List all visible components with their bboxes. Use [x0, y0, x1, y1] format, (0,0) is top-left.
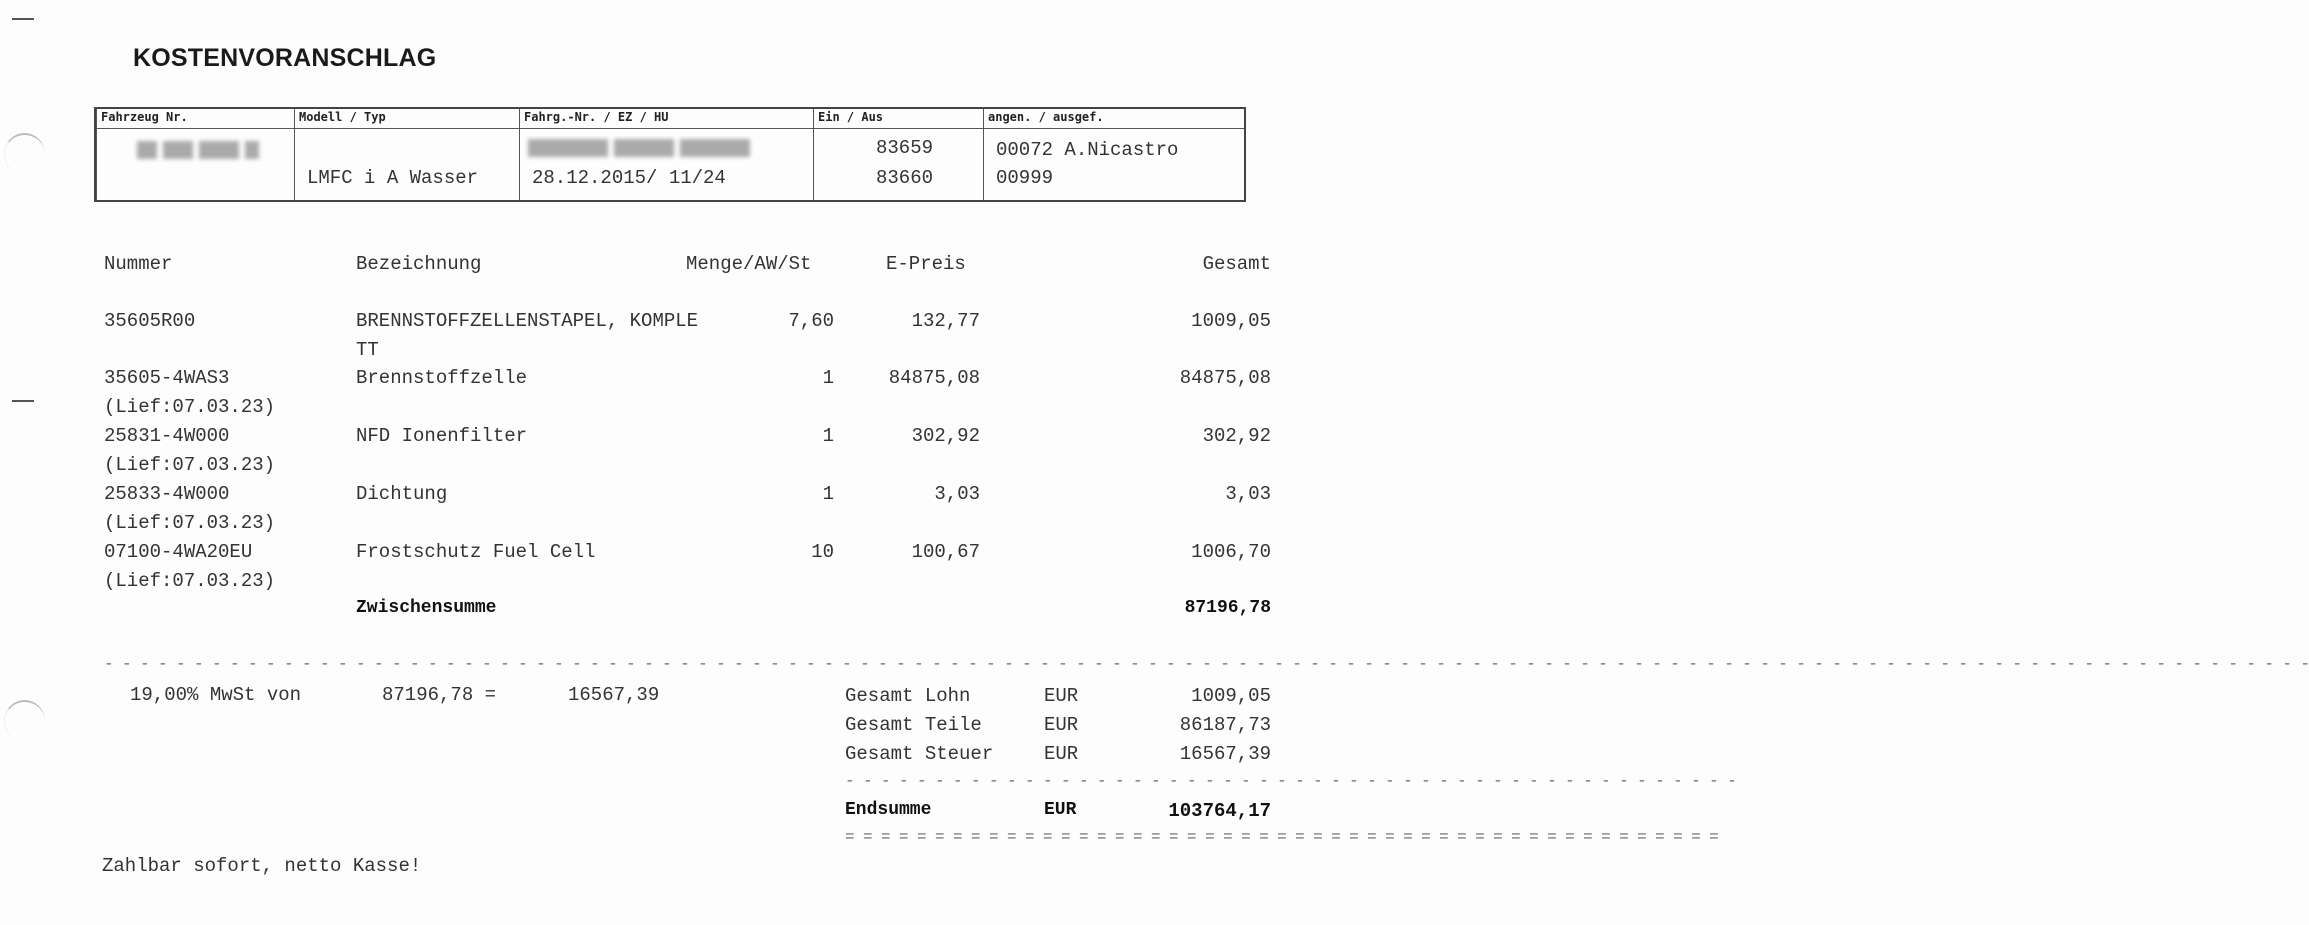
- redacted-fahrzeug-nr: [137, 141, 265, 164]
- col-header-epreis: E-Preis: [886, 253, 966, 275]
- item-bezeichnung: Dichtung: [356, 483, 448, 505]
- total-value: 86187,73: [1179, 714, 1271, 736]
- item-menge: 7,60: [788, 310, 834, 332]
- item-gesamt: 302,92: [1202, 425, 1271, 447]
- vat-amount: 16567,39: [568, 684, 660, 706]
- total-currency: EUR: [1044, 714, 1079, 736]
- punch-hole: [4, 133, 45, 175]
- label-modell-typ: Modell / Typ: [299, 110, 386, 124]
- punch-mark: [12, 18, 34, 20]
- totals-separator: - - - - - - - - - - - - - - - - - - - - - - - - - - - - - - - - - - - - - - - - - - - - - - - - - -: [845, 772, 1737, 790]
- col-ein-aus: [813, 109, 983, 200]
- item-nummer: 35605R00: [104, 310, 196, 332]
- total-currency: EUR: [1044, 685, 1079, 707]
- item-menge: 1: [822, 367, 834, 389]
- item-gesamt: 84875,08: [1179, 367, 1271, 389]
- item-gesamt: 1006,70: [1191, 541, 1271, 563]
- item-bezeichnung: Brennstoffzelle: [356, 367, 528, 389]
- item-bezeichnung: Frostschutz Fuel Cell: [356, 541, 596, 563]
- item-epreis: 132,77: [911, 310, 980, 332]
- subtotal-value: 87196,78: [1184, 598, 1271, 618]
- grand-total-label: Endsumme: [845, 800, 932, 820]
- item-gesamt: 1009,05: [1191, 310, 1271, 332]
- modell-value: LMFC i A Wasser: [307, 167, 479, 189]
- vat-base: 87196,78 =: [382, 684, 497, 706]
- item-menge: 1: [822, 483, 834, 505]
- item-lieferdatum: (Lief:07.03.23): [104, 454, 276, 476]
- total-value: 1009,05: [1191, 685, 1271, 707]
- total-label: Gesamt Teile: [845, 714, 982, 736]
- item-menge: 10: [811, 541, 834, 563]
- vat-rate: 19,00% MwSt von: [130, 684, 302, 706]
- grand-total-value: 103764,17: [1168, 800, 1271, 822]
- item-bezeichnung-cont: TT: [356, 339, 379, 361]
- grand-total-currency: EUR: [1044, 800, 1077, 820]
- col-header-gesamt: Gesamt: [1202, 253, 1271, 275]
- ein-value: 83659: [876, 137, 934, 159]
- item-bezeichnung: NFD Ionenfilter: [356, 425, 528, 447]
- document-title: KOSTENVORANSCHLAG: [133, 44, 437, 72]
- item-bezeichnung: BRENNSTOFFZELLENSTAPEL, KOMPLE: [356, 310, 699, 332]
- separator-line: - - - - - - - - - - - - - - - - - - - - - - - - - - - - - - - - - - - - - - - - - - - - - - - - - - - - - - - - - - - - - - - - - - - - - - - - - - - - - - - - - - - - - - - - - - - - - - - - - - - - - - - - - - - - - - - - - - - - - - - - - - -: [104, 655, 2309, 673]
- col-header-menge: Menge/AW/St: [686, 253, 812, 275]
- ausgef-value: 00999: [996, 167, 1054, 189]
- col-fahrzeug: [96, 109, 294, 200]
- aus-value: 83660: [876, 167, 934, 189]
- label-fahrzeug-nr: Fahrzeug Nr.: [101, 110, 188, 124]
- punch-mark: [12, 400, 34, 402]
- col-header-bezeichnung: Bezeichnung: [356, 253, 482, 275]
- total-currency: EUR: [1044, 743, 1079, 765]
- item-menge: 1: [822, 425, 834, 447]
- total-value: 16567,39: [1179, 743, 1271, 765]
- item-epreis: 3,03: [934, 483, 980, 505]
- col-angen: [983, 109, 1248, 200]
- total-label: Gesamt Lohn: [845, 685, 971, 707]
- ez-hu-value: 28.12.2015/ 11/24: [532, 167, 726, 189]
- item-lieferdatum: (Lief:07.03.23): [104, 396, 276, 418]
- item-epreis: 84875,08: [888, 367, 980, 389]
- col-header-nummer: Nummer: [104, 253, 173, 275]
- item-nummer: 25833-4W000: [104, 483, 230, 505]
- grand-total-underline: = = = = = = = = = = = = = = = = = = = = = = = = = = = = = = = = = = = = = = = = = = = = = = = = =: [845, 828, 1719, 846]
- item-lieferdatum: (Lief:07.03.23): [104, 512, 276, 534]
- payment-terms: Zahlbar sofort, netto Kasse!: [102, 855, 422, 877]
- redacted-fahrg-nr: [528, 139, 756, 162]
- subtotal-label: Zwischensumme: [356, 598, 497, 618]
- total-label: Gesamt Steuer: [845, 743, 994, 765]
- item-nummer: 35605-4WAS3: [104, 367, 230, 389]
- col-fahrg: [519, 109, 813, 200]
- punch-hole: [4, 700, 45, 742]
- item-nummer: 07100-4WA20EU: [104, 541, 253, 563]
- item-nummer: 25831-4W000: [104, 425, 230, 447]
- vehicle-header-table: [94, 107, 1246, 202]
- angen-value: 00072 A.Nicastro: [996, 139, 1179, 161]
- label-fahrg-nr: Fahrg.-Nr. / EZ / HU: [524, 110, 669, 124]
- item-lieferdatum: (Lief:07.03.23): [104, 570, 276, 592]
- item-epreis: 302,92: [911, 425, 980, 447]
- item-epreis: 100,67: [911, 541, 980, 563]
- label-angen-ausgef: angen. / ausgef.: [988, 110, 1104, 124]
- item-gesamt: 3,03: [1225, 483, 1271, 505]
- label-ein-aus: Ein / Aus: [818, 110, 884, 124]
- col-modell: [294, 109, 519, 200]
